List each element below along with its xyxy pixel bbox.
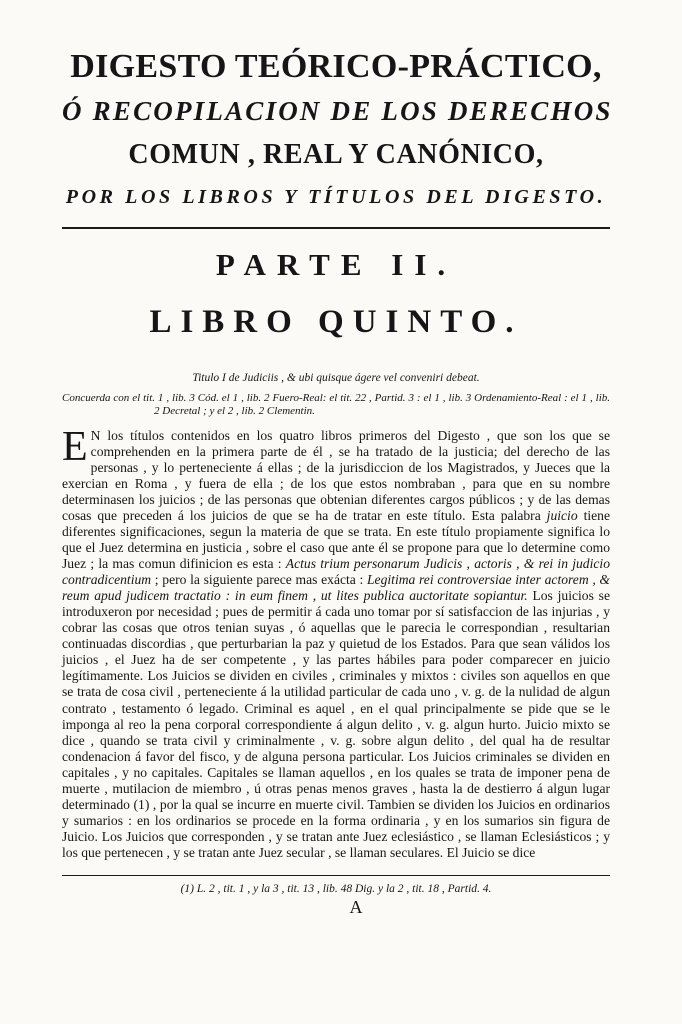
title-line-3: COMUN , REAL Y CANÓNICO, bbox=[128, 139, 544, 170]
body-segment-1: N los títulos contenidos en los quatro libros primeros del Digesto , que son los que se comprehenden en la primera parte de él , se ha tratado de la justicia; del derecho de las personas , y lo perteneciente á ellas ; de la jurisdiccion de los Magistrados, y Jueces que la exercian en Roma , y fuera de ella ; de los que estos nombraban , para que en su nombre determinasen los juicios ; de las personas que obtenian diferentes cargos públicos ; y de las demas cosas que preceden á los juicios de que se ha de tratar en este título. Esta palabra bbox=[62, 427, 610, 523]
title-heading: Titulo I de Judiciis , & ubi quisque ágere vel conveniri debeat. bbox=[192, 371, 480, 384]
body-segment-7: Los juicios se introduxeron por necesidad ; pues de permitir á cada uno tomar por sí satisfaccion de las injurias , y cobrar las cosas que otros tenian suyas , ó aquellas que le parecia le correspondian , resultarian continuadas discordias , que perturbarian la paz y quietud de los Estados. Para que sean válidos los juicios , el Juez ha de ser competente , y las partes hábiles para poder comparecer en juicio legítimamente. Los Juicios se dividen en civiles , criminales y mixtos : civiles son aquellos en que se trata de cosa civil , perteneciente á la utilidad particular de cada uno , v. g. de la nulidad de algun contrato , testamento ó legado. Criminal es aquel , en el qual principalmente se pide que se le imponga al reo la pena corporal correspondiente á algun delito , v. g. algun hurto. Juicio mixto se dice , quando se trata civil y criminalmente , v. g. sobre algun delito , del qual ha de resultar condenacion á favor del fisco, y de alguna persona particular. Los Juicios criminales se dividen en capitales , y no capitales. Capitales se llaman aquellos , en los quales se trata de imponer pena de muerte , mutilacion de miembro , ú otras penas menos graves , hasta la de destierro á algun lugar determinado (1) , por la qual se incurre en muerte civil. Tambien se dividen los Juicios en ordinarios y sumarios : en los ordinarios se procede en la forma ordinaria , y en los sumarios sin figura de Juicio. Los Juicios que corresponden , y se tratan ante Juez eclesiástico , se llaman Eclesiásticos ; y los que pertenecen , y se tratan ante Juez secular , se llaman seculares. El Juicio se dice bbox=[62, 588, 610, 860]
drop-cap: E bbox=[62, 423, 88, 470]
title-line-1: DIGESTO TEÓRICO-PRÁCTICO, bbox=[70, 48, 602, 85]
signature-mark: A bbox=[349, 896, 363, 917]
title-line-4: POR LOS LIBROS Y TÍTULOS DEL DIGESTO. bbox=[65, 186, 607, 208]
header-rule bbox=[62, 227, 610, 229]
book-heading: LIBRO QUINTO. bbox=[149, 303, 523, 340]
footnote: (1) L. 2 , tit. 1 , y la 3 , tit. 13 , lib. 48 Dig. y la 2 , tit. 18 , Partid. 4. bbox=[180, 882, 492, 895]
concordance-note: Concuerda con el tit. 1 , lib. 3 Cód. el 1 , lib. 2 Fuero-Real: el tit. 22 , Partid. 3 : el 1 , lib. 3 Ordenamiento-Real : el 1 , lib. 2 Decretal ; y el 2 , lib. 2 Clementin. bbox=[62, 391, 610, 417]
body-segment-4: Actus trium personarum Judicis , actoris , & rei in judicio contradicentium bbox=[62, 556, 610, 588]
part-heading: PARTE II. bbox=[215, 247, 457, 282]
body-segment-5: ; pero la siguiente parece mas exácta : bbox=[151, 572, 367, 588]
title-line-2: Ó RECOPILACION DE LOS DERECHOS bbox=[62, 96, 613, 126]
body-segment-3: tiene diferentes significaciones, segun la materia de que se trata. En este título propiamente significa lo que el Juez determina en justicia , sobre el caso que ante él se propone para que lo determine como Juez ; la mas comun difinicion es esta : bbox=[62, 507, 610, 572]
body-segment-6: Legitima rei controversiae inter actorem , & reum apud judicem tractatio : in eum finem , ut lites publica auctoritate sopiantur. bbox=[62, 572, 611, 604]
footnote-rule bbox=[62, 875, 610, 876]
main-paragraph bbox=[62, 423, 611, 861]
body-segment-2: juicio bbox=[546, 507, 578, 523]
